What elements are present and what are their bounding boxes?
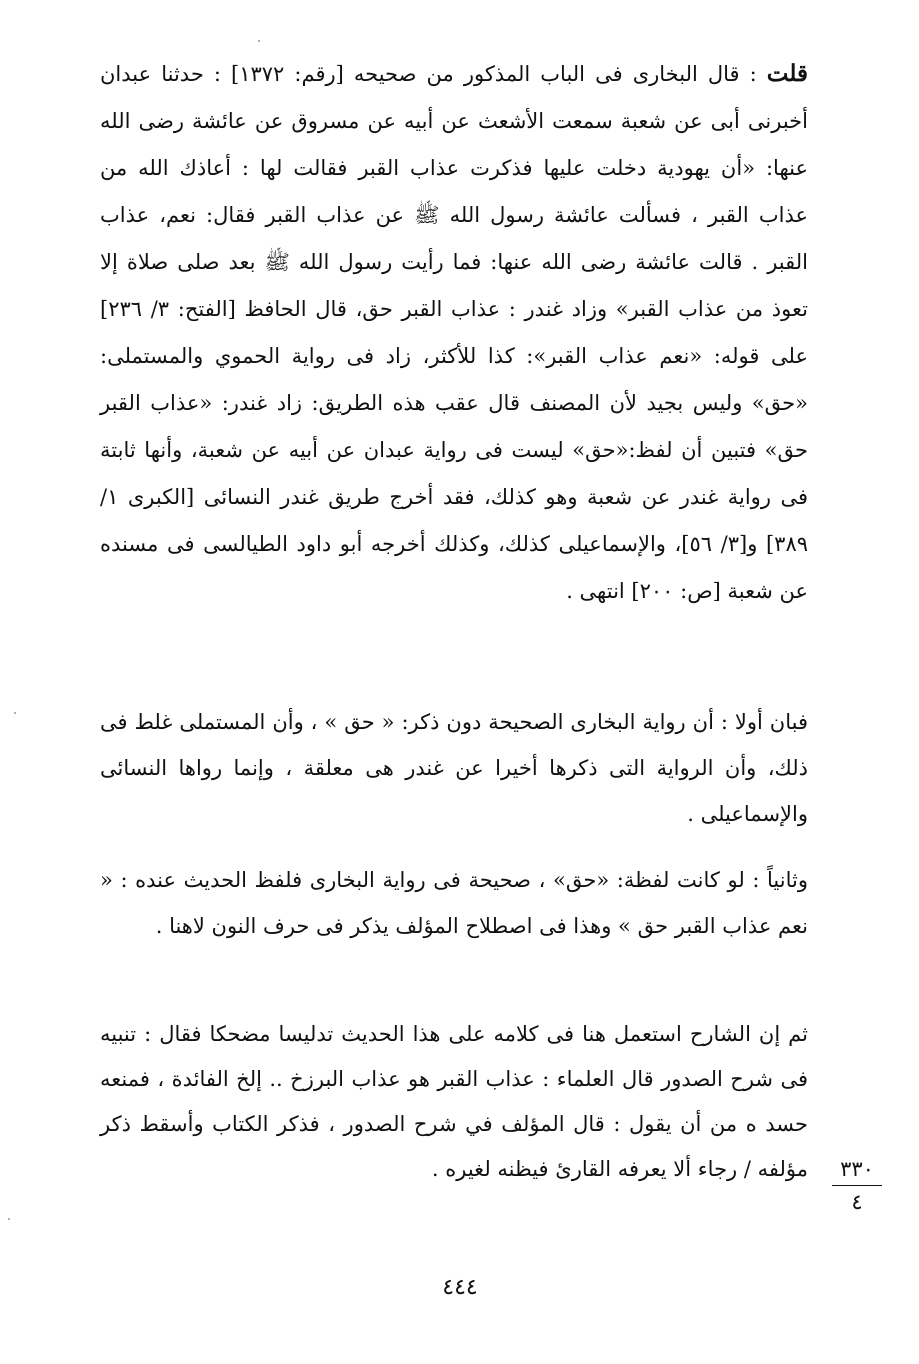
paragraph-3: وثانياً : لو كانت لفظة: «حق» ، صحيحة فى رواية البخارى فلفظ الحديث عنده : « نعم عذاب القبر حق » وهذا فى اصطلاح المؤلف يذكر فى حرف النون لاهنا .	[100, 868, 808, 938]
margin-note-top: ٣٣٠	[840, 1157, 874, 1181]
margin-folio-reference	[822, 1155, 892, 1216]
margin-note-divider	[832, 1185, 882, 1186]
scan-speck	[14, 712, 16, 714]
paragraph-1-text: : قال البخارى فى الباب المذكور من صحيحه [رقم: ١٣٧٢] : حدثنا عبدان أخبرنى أبى عن شعبة سمعت الأشعث عن أبيه عن مسروق عن عائشة رضى الله عنها: «أن يهودية دخلت عليها فذكرت عذاب القبر فقالت لها : أعاذك الله من عذاب القبر ، فسألت عائشة رسول الله ﷺ عن عذاب القبر فقال: نعم، عذاب القبر . قالت عائشة رضى الله عنها: فما رأيت رسول الله ﷺ بعد صلى صلاة إلا تعوذ من عذاب القبر» وزاد غندر : عذاب القبر حق، قال الحافظ [الفتح: ٣/ ٢٣٦] على قوله: «نعم عذاب القبر»: كذا للأكثر، زاد فى رواية الحموي والمستملى: «حق» وليس بجيد لأن المصنف قال عقب هذه الطريق: زاد غندر: «عذاب القبر حق» فتبين أن لفظ:«حق» ليست فى رواية عبدان عن أبيه عن شعبة، وأنها ثابتة فى رواية غندر عن شعبة وهو كذلك، فقد أخرج طريق غندر النسائى [الكبرى ١/ ٣٨٩] و[٣/ ٥٦]، والإسماعيلى كذلك، وكذلك أخرجه أبو داود الطيالسى فى مسنده عن شعبة [ص: ٢٠٠] انتهى .	[100, 62, 809, 603]
margin-note-bottom: ٤	[851, 1190, 863, 1214]
paragraph-1	[100, 50, 808, 615]
scan-speck	[258, 40, 260, 42]
page-number: ٤٤٤	[442, 1275, 478, 1300]
paragraph-2: فبان أولا : أن رواية البخارى الصحيحة دون ذكر: « حق » ، وأن المستملى غلط فى ذلك، وأن الرواية التى ذكرها أخيرا عن غندر هى معلقة ، وإنما رواها النسائى والإسماعيلى .	[100, 710, 808, 826]
paragraph-4: ثم إن الشارح استعمل هنا فى كلامه على هذا الحديث تدليسا مضحكا فقال : تنبيه فى شرح الصدور قال العلماء : عذاب القبر هو عذاب البرزخ .. إلخ الفائدة ، فمنعه حسد ه من أن يقول : قال المؤلف في شرح الصدور ، فذكر الكتاب وأسقط ذكر مؤلفه / رجاء ألا يعرفه القارئ فيظنه لغيره .	[100, 1022, 808, 1181]
paragraph-1-lead-word: قلت	[766, 60, 808, 87]
scan-speck	[8, 1218, 10, 1220]
